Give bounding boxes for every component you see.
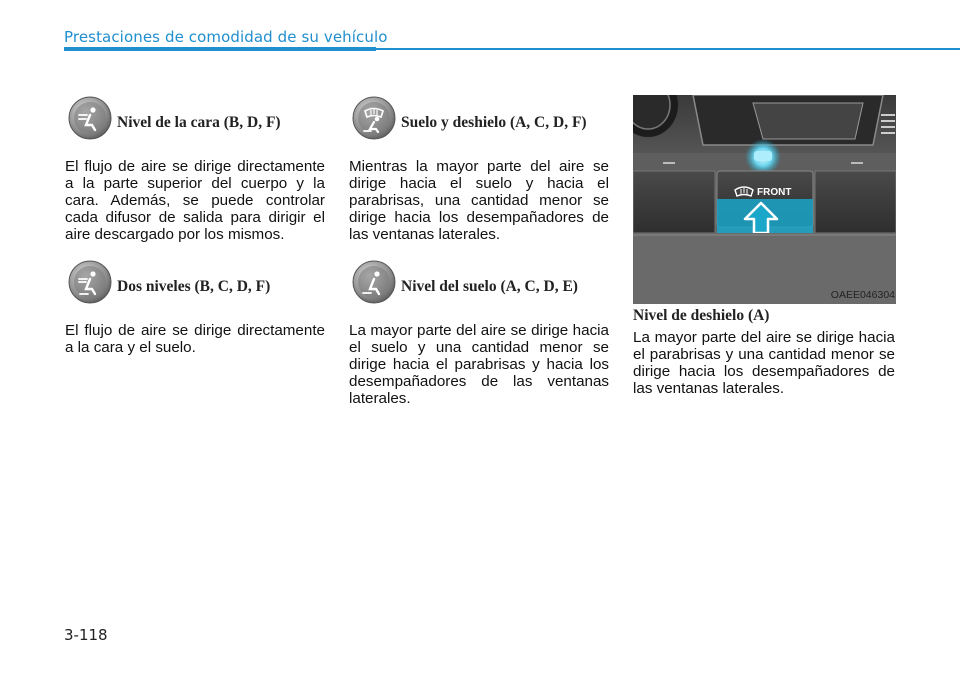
defrost-heading: Nivel de deshielo (A) <box>633 307 770 324</box>
mode-block-floor-defrost <box>349 96 609 243</box>
face-vent-icon <box>68 96 112 140</box>
mode-description: El flujo de aire se dirige directamente a la parte superior del cuerpo y la cara. Además, se puede controlar cada difusor de salida para dirigir el aire descargado por los mismos. <box>65 158 325 243</box>
image-code: OAEE046304 <box>830 289 895 301</box>
mode-description: Mientras la mayor parte del aire se dirige hacia el suelo y hacia el parabrisas, una cantidad menor se dirige hacia los desempañadores de las ventanas laterales. <box>349 158 609 243</box>
header-rule <box>376 48 960 50</box>
defrost-description: La mayor parte del aire se dirige hacia el parabrisas y una cantidad menor se dirige hacia los desempañadores de las ventanas laterales. <box>633 329 895 397</box>
mode-heading: Nivel de la cara (B, D, F) <box>117 114 281 131</box>
bi-level-vent-icon <box>68 260 112 304</box>
floor-vent-icon <box>352 260 396 304</box>
mode-description: La mayor parte del aire se dirige hacia el suelo y una cantidad menor se dirige hacia el parabrisas y hacia los desempañadores de las ventanas laterales. <box>349 322 609 407</box>
mode-block-floor <box>349 260 609 407</box>
mode-description: El flujo de aire se dirige directamente a la cara y el suelo. <box>65 322 325 356</box>
section-title: Prestaciones de comodidad de su vehículo <box>64 28 388 46</box>
column-1 <box>65 96 325 356</box>
column-2 <box>349 96 609 407</box>
mode-heading: Dos niveles (B, C, D, F) <box>117 278 271 295</box>
mode-heading: Suelo y deshielo (A, C, D, F) <box>401 114 587 131</box>
floor-defrost-icon <box>352 96 396 140</box>
page-number: 3-118 <box>64 626 108 644</box>
front-button-label: FRONT <box>757 187 792 198</box>
mode-block-face <box>65 96 325 243</box>
mode-block-bi-level <box>65 260 325 356</box>
control-panel-photo <box>633 95 896 304</box>
mode-heading: Nivel del suelo (A, C, D, E) <box>401 278 578 295</box>
header-accent-bar <box>64 47 376 51</box>
